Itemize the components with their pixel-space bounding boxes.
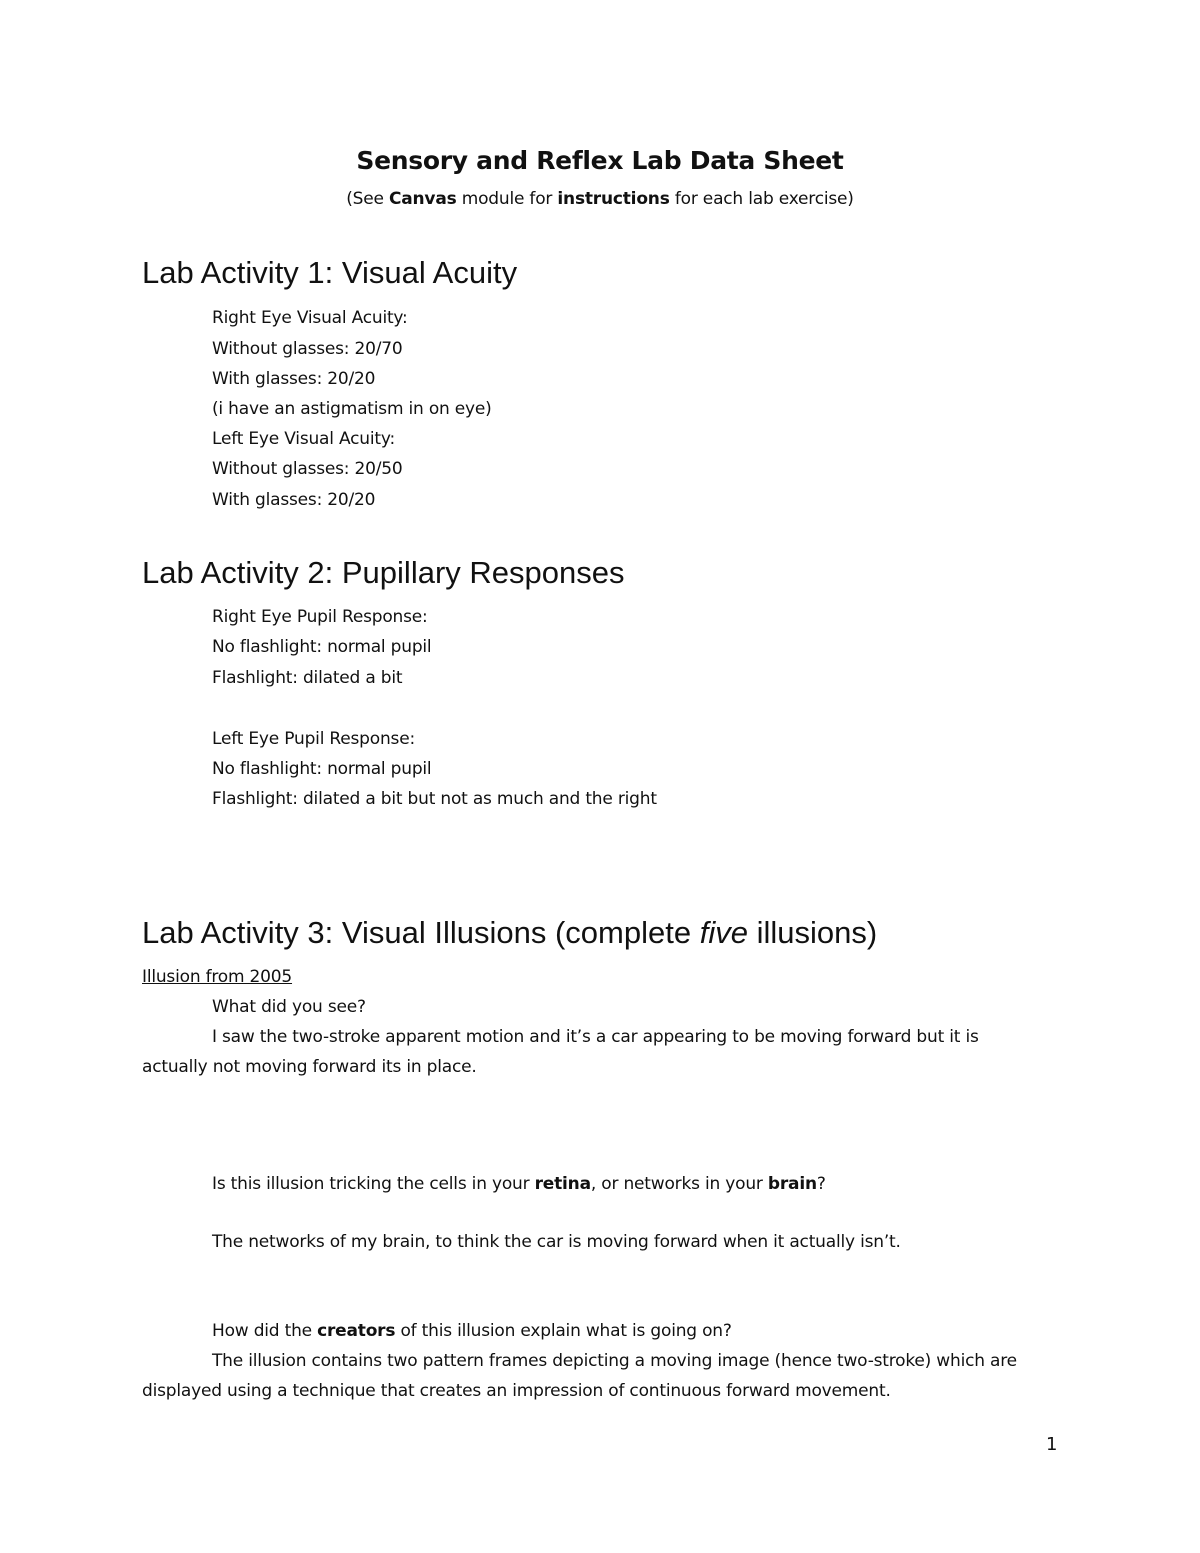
activity2-line: Flashlight: dilated a bit: [212, 668, 403, 688]
activity1-line: Right Eye Visual Acuity:: [212, 308, 408, 328]
activity1-heading: Lab Activity 1: Visual Acuity: [142, 255, 518, 290]
subtitle-text-1: (See: [346, 189, 389, 209]
activity2-line: Left Eye Pupil Response:: [212, 729, 415, 749]
question-retina-or-brain: [212, 1173, 826, 1195]
q3-text-2: of this illusion explain what is going on?: [395, 1321, 732, 1341]
activity1-line: Without glasses: 20/50: [212, 459, 403, 479]
page-subtitle: [0, 189, 1200, 209]
activity1-line: Left Eye Visual Acuity:: [212, 429, 395, 449]
activity1-line: Without glasses: 20/70: [212, 339, 403, 359]
activity2-line: Right Eye Pupil Response:: [212, 607, 428, 627]
activity3-heading-emphasis: five: [699, 915, 748, 950]
q2-text-2: , or networks in your: [590, 1174, 768, 1194]
activity3-heading-text-2: illusions): [747, 915, 878, 950]
q3-text-1: How did the: [212, 1321, 318, 1341]
activity1-line: (i have an astigmatism in on eye): [212, 399, 492, 419]
activity3-heading-text-1: Lab Activity 3: Visual Illusions (complete: [142, 915, 700, 950]
answer-3-line-2: displayed using a technique that creates an impression of continuous forward movement.: [142, 1381, 891, 1401]
activity2-line: Flashlight: dilated a bit but not as much and the right: [212, 789, 657, 809]
answer-3-line-1: The illusion contains two pattern frames depicting a moving image (hence two-stroke) which are: [212, 1351, 1017, 1371]
q2-bold-brain: brain: [767, 1174, 817, 1194]
q2-text-3: ?: [816, 1174, 826, 1194]
question-what-did-you-see: What did you see?: [212, 997, 366, 1017]
page-title: Sensory and Reflex Lab Data Sheet: [356, 146, 844, 175]
subtitle-text-2: module for: [456, 189, 558, 209]
question-creators-explanation: [212, 1320, 732, 1342]
subtitle-text-3: for each lab exercise): [669, 189, 854, 209]
subtitle-bold-instructions: instructions: [557, 189, 670, 209]
subtitle-bold-canvas: Canvas: [388, 189, 457, 209]
answer-1-line-1: I saw the two-stroke apparent motion and it’s a car appearing to be moving forward but it is: [212, 1027, 979, 1047]
q3-bold-creators: creators: [317, 1321, 396, 1341]
answer-2: The networks of my brain, to think the car is moving forward when it actually isn’t.: [212, 1232, 901, 1252]
activity2-heading: Lab Activity 2: Pupillary Responses: [142, 555, 625, 590]
illusion-title: Illusion from 2005: [142, 967, 293, 987]
q2-text-1: Is this illusion tricking the cells in your: [212, 1174, 535, 1194]
q2-bold-retina: retina: [534, 1174, 591, 1194]
page-number: 1: [1046, 1434, 1058, 1455]
activity1-line: With glasses: 20/20: [212, 490, 376, 510]
activity2-line: No flashlight: normal pupil: [212, 759, 432, 779]
activity2-line: No flashlight: normal pupil: [212, 637, 432, 657]
activity1-line: With glasses: 20/20: [212, 369, 376, 389]
activity3-heading: [142, 915, 877, 951]
answer-1-line-2: actually not moving forward its in place.: [142, 1057, 477, 1077]
